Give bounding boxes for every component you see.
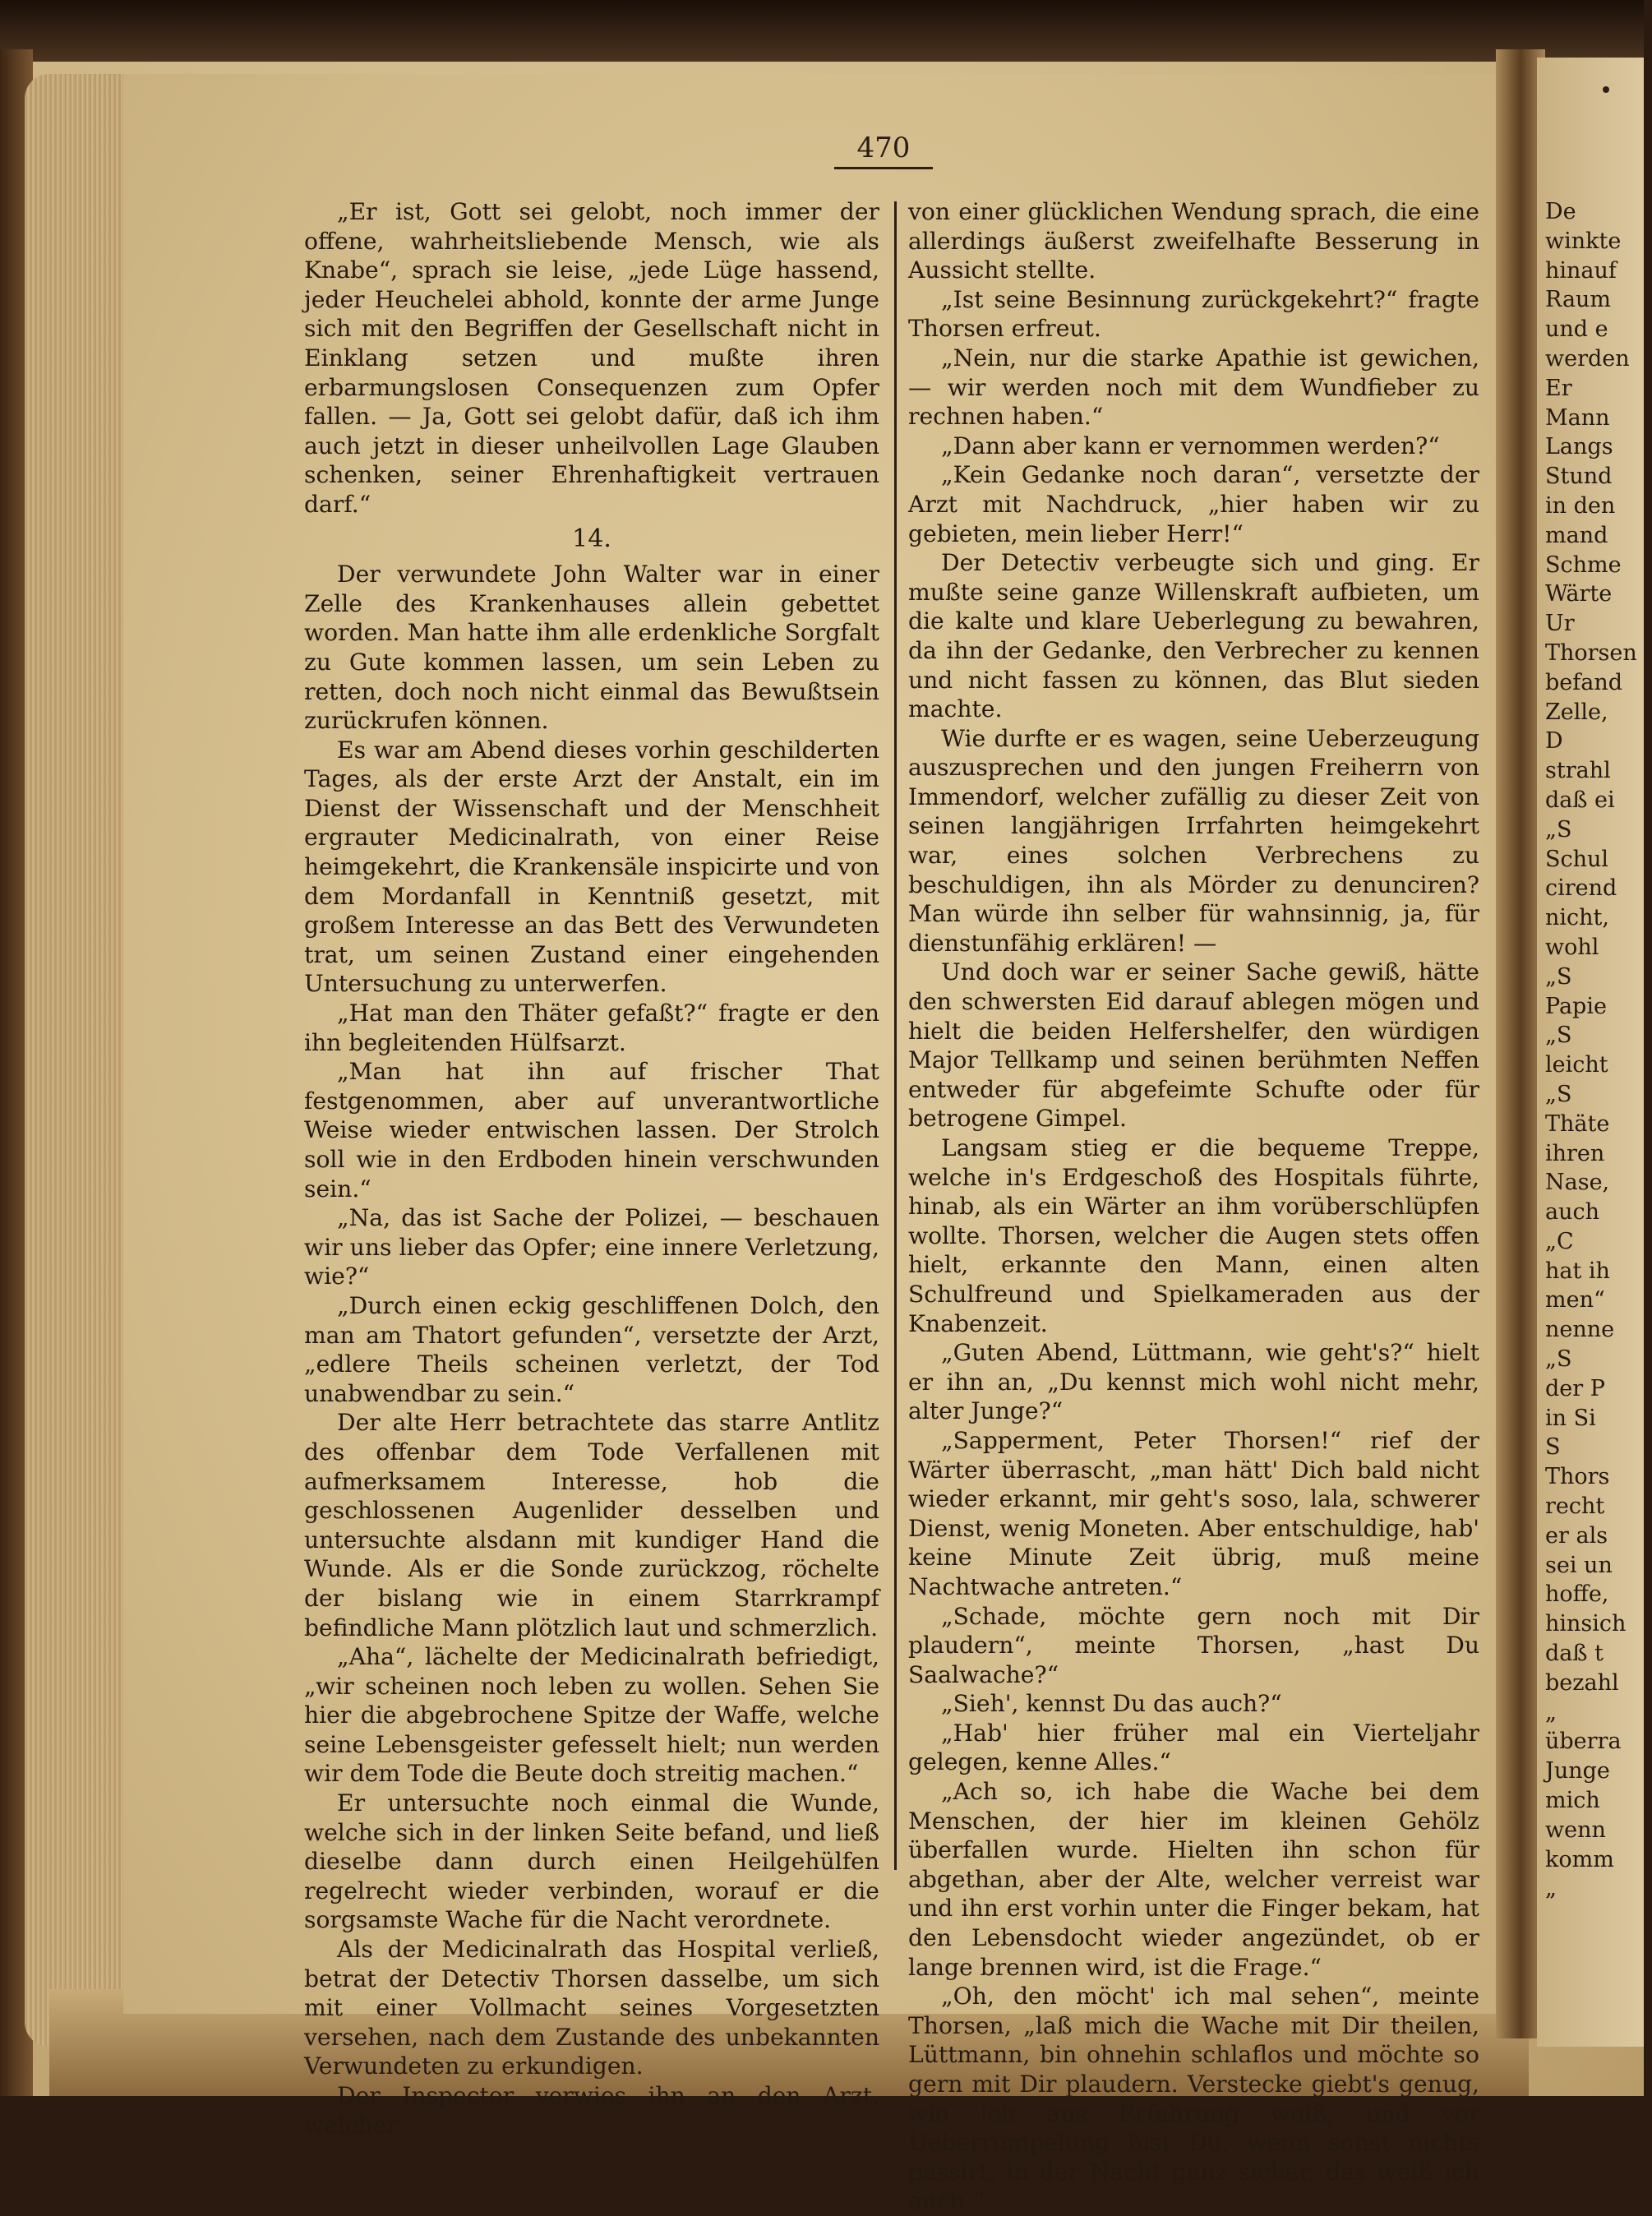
paragraph: „Ach so, ich habe die Wache bei dem Menschen, der hier im kleinen Gehölz überfallen wurde. Hielten ihn schon für abgethan, aber der Alte, welcher verreist war und ihn erst vorhin unter die Finger bekam, hat den Lebensdocht wieder angezündet, ob er lange brennen wird, ist die Frage.“ — [908, 1778, 1479, 1981]
right-column-paragraphs — [908, 285, 1479, 2216]
right-page-fragments — [1545, 197, 1652, 1904]
right-page-line-fragment: mich — [1545, 1788, 1600, 1814]
right-page-line-fragment: De — [1545, 199, 1576, 224]
right-page-line-fragment: in den — [1545, 492, 1616, 519]
right-column-continuation: von einer glücklichen Wendung sprach, die eine allerdings äußerst zweifelhafte Besserung in Aussicht stellte. — [908, 198, 1479, 284]
right-page-line-fragment: cirend — [1545, 875, 1617, 902]
paragraph: Wie durfte er es wagen, seine Ueberzeugung auszusprechen und den jungen Freiherrn von Immendorf, welcher zufällig zu dieser Zeit von seinen langjährigen Irrfahrten heimgekehrt war, eines solchen Verbrechens zu beschuldigen, ihn als Mörder zu denunciren? Man würde ihn selber für wahnsinnig, ja, für dienstunfähig erklären! — — [908, 724, 1479, 957]
right-page-line-fragment: daß t — [1545, 1641, 1604, 1667]
right-page-line-fragment: „ — [1545, 1876, 1557, 1902]
paragraph: „Hab' hier früher mal ein Vierteljahr gelegen, kenne Alles.“ — [908, 1719, 1479, 1776]
right-page-line-fragment: „C — [1545, 1228, 1574, 1254]
right-page-line-fragment: werden — [1545, 345, 1630, 372]
right-page-line-fragment: „S — [1545, 963, 1572, 990]
paragraph: „Durch einen eckig geschliffenen Dolch, den man am Thatort gefunden“, versetzte der Arzt, „edlere Theils scheinen verletzt, der Tod unabwendbar zu sein.“ — [304, 1291, 879, 1407]
right-page-line-fragment: Thäte — [1545, 1110, 1610, 1137]
page-number-underline — [834, 167, 933, 169]
right-page-line-fragment: men“ — [1545, 1287, 1605, 1313]
right-page-line-fragment: nicht, — [1545, 905, 1609, 931]
paragraph: „Sapperment, Peter Thorsen!“ rief der Wärter überrascht, „man hätt' Dich bald nicht wieder erkannt, mir geht's soso, lala, schwerer Dienst, wenig Moneten. Aber entschuldige, hab' keine Minute Zeit übrig, muß meine Nachtwache antreten.“ — [908, 1426, 1479, 1600]
right-page-line-fragment: und e — [1545, 316, 1608, 343]
left-column-paragraphs-before — [304, 197, 879, 519]
page-number: 470 — [856, 132, 911, 164]
scan-background-top — [0, 0, 1644, 62]
paragraph: „Nein, nur die starke Apathie ist gewichen, — wir werden noch mit dem Wundfieber zu rechnen haben.“ — [908, 344, 1479, 431]
right-page-line-fragment: Ur — [1545, 611, 1575, 637]
right-page-line-fragment: „S — [1545, 1081, 1572, 1107]
right-page-line-fragment: strahl — [1545, 758, 1611, 784]
right-page-line-fragment: Schul — [1545, 846, 1609, 872]
right-page-line-fragment: ihren — [1545, 1140, 1605, 1166]
paragraph: Der verwundete John Walter war in einer Zelle des Krankenhauses allein gebettet worden. Man hatte ihm alle erdenkliche Sorgfalt zu Gute kommen lassen, um sein Leben zu retten, doch noch nicht einmal das Bewußtsein zurückrufen können. — [304, 561, 879, 735]
paragraph: „Kein Gedanke noch daran“, versetzte der Arzt mit Nachdruck, „hier haben wir zu gebieten, mein lieber Herr!“ — [908, 461, 1479, 547]
right-page-line-fragment: bezahl — [1545, 1669, 1619, 1696]
paragraph: „Schade, möchte gern noch mit Dir plaudern“, meinte Thorsen, „hast Du Saalwache?“ — [908, 1602, 1479, 1688]
left-column — [304, 197, 879, 2140]
right-page-line-fragment: wenn — [1545, 1817, 1606, 1843]
right-page-line-fragment: „S — [1545, 1346, 1572, 1373]
right-column — [908, 197, 1479, 2216]
right-page-line-fragment: auch — [1545, 1199, 1599, 1226]
right-page-line-fragment: Zelle, — [1545, 699, 1608, 725]
paragraph: „Er ist, Gott sei gelobt, noch immer der offene, wahrheitsliebende Mensch, wie als Knabe“, sprach sie leise, „jede Lüge hassend, jeder Heuchelei abhold, konnte der arme Junge sich mit den Begriffen der Gesellschaft nicht in Einklang setzen und mußte ihren erbarmungslosen Consequenzen zum Opfer fallen. — Ja, Gott sei gelobt dafür, daß ich ihm auch jetzt in dieser unheilvollen Lage Glauben schenken, seiner Ehrenhaftigkeit vertrauen darf.“ — [304, 198, 879, 518]
paragraph: Es war am Abend dieses vorhin geschilderten Tages, als der erste Arzt der Anstalt, ein im Dienst der Wissenschaft und der Menschheit ergrauter Medicinalrath, von einer Reise heimgekehrt, die Krankensäle inspicirte und von dem Mordanfall in Kenntniß gesetzt, mit großem Interesse an das Bett des Verwundeten trat, um seinen Zustand einer eingehenden Untersuchung zu unterwerfen. — [304, 736, 879, 998]
right-page-line-fragment: mand — [1545, 522, 1608, 548]
paragraph: „Ist seine Besinnung zurückgekehrt?“ fragte Thorsen erfreut. — [908, 285, 1479, 343]
right-page-line-fragment: hat ih — [1545, 1258, 1610, 1284]
right-page-line-fragment: Nase, — [1545, 1170, 1610, 1196]
right-page-line-fragment: S — [1545, 1434, 1561, 1461]
paragraph: Er untersuchte noch einmal die Wunde, welche sich in der linken Seite befand, und ließ dieselbe dann durch einen Heilgehülfen regelrecht wieder verbinden, worauf er die sorgsamste Wache für die Nacht verordnete. — [304, 1789, 879, 1934]
paragraph: „Man hat ihn auf frischer That festgenommen, aber auf unverantwortliche Weise wieder entwischen lassen. Der Strolch soll wie in den Erdboden hinein verschwunden sein.“ — [304, 1058, 879, 1203]
right-page-line-fragment: D — [1545, 728, 1563, 755]
right-page-line-fragment: Wärte — [1545, 581, 1613, 607]
paragraph: Langsam stieg er die bequeme Treppe, welche in's Erdgeschoß des Hospitals führte, hinab, als ein Wärter an ihm vorüberschlüpfen wollte. Thorsen, welcher die Augen stets offen hielt, erkannte den Mann, einen alten Schulfreund und Spielkameraden aus der Knabenzeit. — [908, 1134, 1479, 1337]
right-page-line-fragment: wohl — [1545, 934, 1599, 960]
paragraph: „Sieh', kennst Du das auch?“ — [941, 1690, 1282, 1718]
paragraph: „Guten Abend, Lüttmann, wie geht's?“ hielt er ihn an, „Du kennst mich wohl nicht mehr, alter Junge?“ — [908, 1339, 1479, 1425]
right-page-line-fragment: der P — [1545, 1375, 1605, 1401]
right-page-line-fragment: hoffe, — [1545, 1581, 1609, 1608]
paragraph: „Aha“, lächelte der Medicinalrath befriedigt, „wir scheinen noch leben zu wollen. Sehen Sie hier die abgebrochene Spitze der Waffe, welche seine Lebensgeister gefesselt hielt; nun werden wir dem Tode die Beute doch streitig machen.“ — [304, 1643, 879, 1788]
right-page-line-fragment: Junge — [1545, 1758, 1610, 1784]
column-divider — [894, 201, 897, 1870]
right-page-line-fragment: hinsich — [1545, 1611, 1627, 1637]
right-page-line-fragment: Thorsen — [1545, 639, 1637, 666]
paragraph: Der Detectiv verbeugte sich und ging. Er mußte seine ganze Willenskraft aufbieten, um die kalte und klare Ueberlegung zu bewahren, da ihn der Gedanke, den Verbrecher zu kennen und nicht fassen zu können, das Blut sieden machte. — [908, 549, 1479, 723]
right-page-line-fragment: daß ei — [1545, 787, 1615, 813]
right-page-line-fragment: Thors — [1545, 1464, 1610, 1490]
paragraph: Der Inspector verwies ihn an den Arzt, welcher — [304, 2082, 879, 2139]
paragraph: „Hat man den Thäter gefaßt?“ fragte er den ihn begleitenden Hülfsarzt. — [304, 1000, 879, 1056]
page-mark — [1603, 86, 1609, 93]
right-page-line-fragment: Schme — [1545, 552, 1622, 578]
right-page-line-fragment: in Si — [1545, 1405, 1596, 1431]
paragraph: Und doch war er seiner Sache gewiß, hätte den schwersten Eid darauf ablegen mögen und hielt die beiden Helfershelfer, den würdigen Major Tellkamp und seinen berühmten Neffen entweder für abgefeimte Schufte oder für betrogene Gimpel. — [908, 958, 1479, 1133]
paragraph: Der alte Herr betrachtete das starre Antlitz des offenbar dem Tode Verfallenen mit aufmerksamem Interesse, hob die geschlossenen Augenlider desselben und untersuchte alsdann mit kundiger Hand die Wunde. Als er die Sonde zurückzog, röchelte der bislang wie in einem Starrkrampf befindliche Mann plötzlich laut und schmerzlich. — [304, 1409, 879, 1641]
right-page-line-fragment: „S — [1545, 1023, 1572, 1049]
right-page-line-fragment: er als — [1545, 1522, 1608, 1549]
paragraph: Als der Medicinalrath das Hospital verließ, betrat der Detectiv Thorsen dasselbe, um sich mit einer Vollmacht seines Vorgesetzten versehen, nach dem Zustande des unbekannten Verwundeten zu erkundigen. — [304, 1936, 879, 2080]
right-page-line-fragment: befand — [1545, 669, 1623, 695]
paragraph: „Na, das ist Sache der Polizei, — beschauen wir uns lieber das Opfer; eine innere Verletzung, wie?“ — [304, 1204, 879, 1290]
right-page-line-fragment: sei un — [1545, 1552, 1613, 1578]
right-page-line-fragment: Raum — [1545, 287, 1612, 313]
right-page-line-fragment: nenne — [1545, 1317, 1615, 1343]
right-page-line-fragment: Papie — [1545, 993, 1607, 1019]
chapter-heading: 14. — [572, 524, 611, 553]
right-page-line-fragment: Er — [1545, 375, 1572, 401]
left-column-paragraphs-after — [304, 560, 879, 2140]
right-page-line-fragment: recht — [1545, 1493, 1605, 1520]
right-page-line-fragment: leicht — [1545, 1052, 1608, 1078]
paragraph: „Dann aber kann er vernommen werden?“ — [941, 432, 1440, 459]
right-page-line-fragment: komm — [1545, 1846, 1614, 1872]
paragraph: „Oh, den möcht' ich mal sehen“, meinte Thorsen, „laß mich die Wache mit Dir theilen, Lüttmann, bin ohnehin schlaflos und möchte so gern mit Dir plaudern. Verstecke giebt's genug, wie ich aus Erfahrung weiß, und vor Ueberrumpelung bist Du, wenn sonst nichts passirt, in der Nacht ganz sicher, das weiß ich auch.“ — [908, 1983, 1479, 2215]
right-page-line-fragment: Langs — [1545, 434, 1613, 460]
right-page-line-fragment: überra — [1545, 1729, 1622, 1755]
right-page-line-fragment: „ — [1545, 1699, 1557, 1725]
right-page-line-fragment: Stund — [1545, 464, 1613, 490]
right-page-line-fragment: „S — [1545, 816, 1572, 843]
right-page-line-fragment: winkte — [1545, 228, 1622, 254]
right-page-line-fragment: Mann — [1545, 404, 1610, 431]
right-page-line-fragment: hinauf — [1545, 257, 1617, 284]
